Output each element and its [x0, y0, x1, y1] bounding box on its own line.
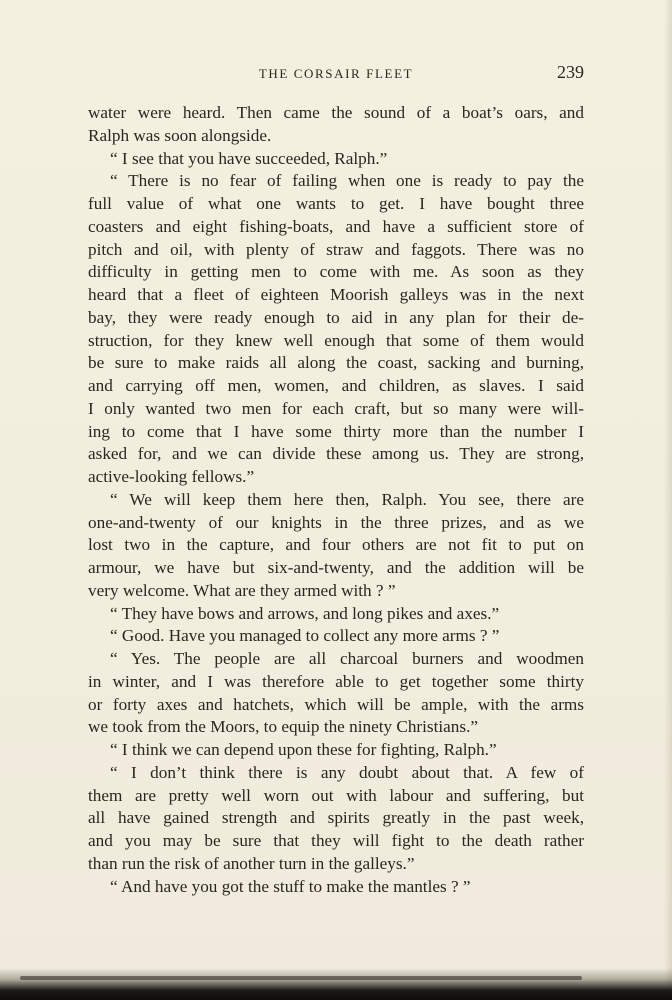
text-line: I only wanted two men for each craft, but so many were will-	[88, 398, 584, 418]
scan-bottom-shadow	[0, 968, 672, 1000]
text-line: asked for, and we can divide these among us. They are strong,	[88, 444, 584, 464]
running-head: THE CORSAIR FLEET	[258, 66, 414, 81]
text-line: water were heard. Then came the sound of a boat’s oars, and	[88, 103, 584, 122]
text-line: struction, for they knew well enough that some of them would	[88, 330, 584, 350]
text-line: pitch and oil, with plenty of straw and faggots. There was no	[88, 239, 584, 259]
text-line: ing to come that I have some thirty more than the number I	[88, 421, 584, 441]
text-line: armour, we have but six-and-twenty, and the addition will be	[88, 558, 584, 577]
text-line: we took from the Moors, to equip the ninety Christians.”	[88, 717, 479, 737]
text-line: “ There is no fear of failing when one is ready to pay the	[110, 171, 584, 191]
text-line: full value of what one wants to get. I have bought three	[88, 194, 584, 213]
page-number: 239	[557, 62, 584, 82]
text-line: one-and-twenty of our knights in the three prizes, and as we	[88, 512, 584, 532]
text-line: Ralph was soon alongside.	[88, 125, 272, 145]
text-line: or forty axes and hatchets, which will be ample, with the arms	[88, 694, 584, 714]
text-line: coasters and eight fishing-boats, and have a sufficient store of	[88, 216, 584, 236]
text-line: “ Good. Have you managed to collect any more arms ? ”	[110, 626, 500, 646]
text-line: “ I think we can depend upon these for fighting, Ralph.”	[110, 740, 497, 759]
text-line: “ I see that you have succeeded, Ralph.”	[110, 148, 388, 168]
text-line: them are pretty well worn out with labour and suffering, but	[88, 785, 584, 805]
text-line: bay, they were ready enough to aid in any plan for their de-	[88, 307, 584, 327]
text-line: be sure to make raids all along the coast, sacking and burning,	[88, 353, 584, 373]
text-line: heard that a fleet of eighteen Moorish galleys was in the next	[88, 285, 584, 304]
text-line: active-looking fellows.”	[88, 467, 255, 486]
text-line: all have gained strength and spirits greatly in the past week,	[88, 808, 584, 828]
body-text	[88, 102, 584, 898]
page-header	[88, 64, 584, 84]
text-line: “ I don’t think there is any doubt about that. A few of	[110, 762, 584, 782]
page-edge-shadow	[664, 0, 672, 1000]
text-line: in winter, and I was therefore able to get together some thirty	[88, 671, 584, 691]
text-line: “ And have you got the stuff to make the mantles ? ”	[110, 876, 471, 896]
text-line: and carrying off men, women, and children, as slaves. I said	[88, 376, 584, 395]
text-line: than run the risk of another turn in the galleys.”	[88, 853, 415, 873]
text-line: lost two in the capture, and four others are not fit to put on	[88, 535, 584, 555]
text-line: “ Yes. The people are all charcoal burners and woodmen	[110, 649, 584, 668]
text-line: “ They have bows and arrows, and long pikes and axes.”	[110, 603, 500, 623]
text-line: very welcome. What are they armed with ? ”	[88, 580, 396, 600]
text-line: difficulty in getting men to come with me. As soon as they	[88, 262, 584, 282]
text-line: “ We will keep them here then, Ralph. You see, there are	[110, 489, 584, 509]
text-line: and you may be sure that they will fight to the death rather	[88, 831, 584, 850]
